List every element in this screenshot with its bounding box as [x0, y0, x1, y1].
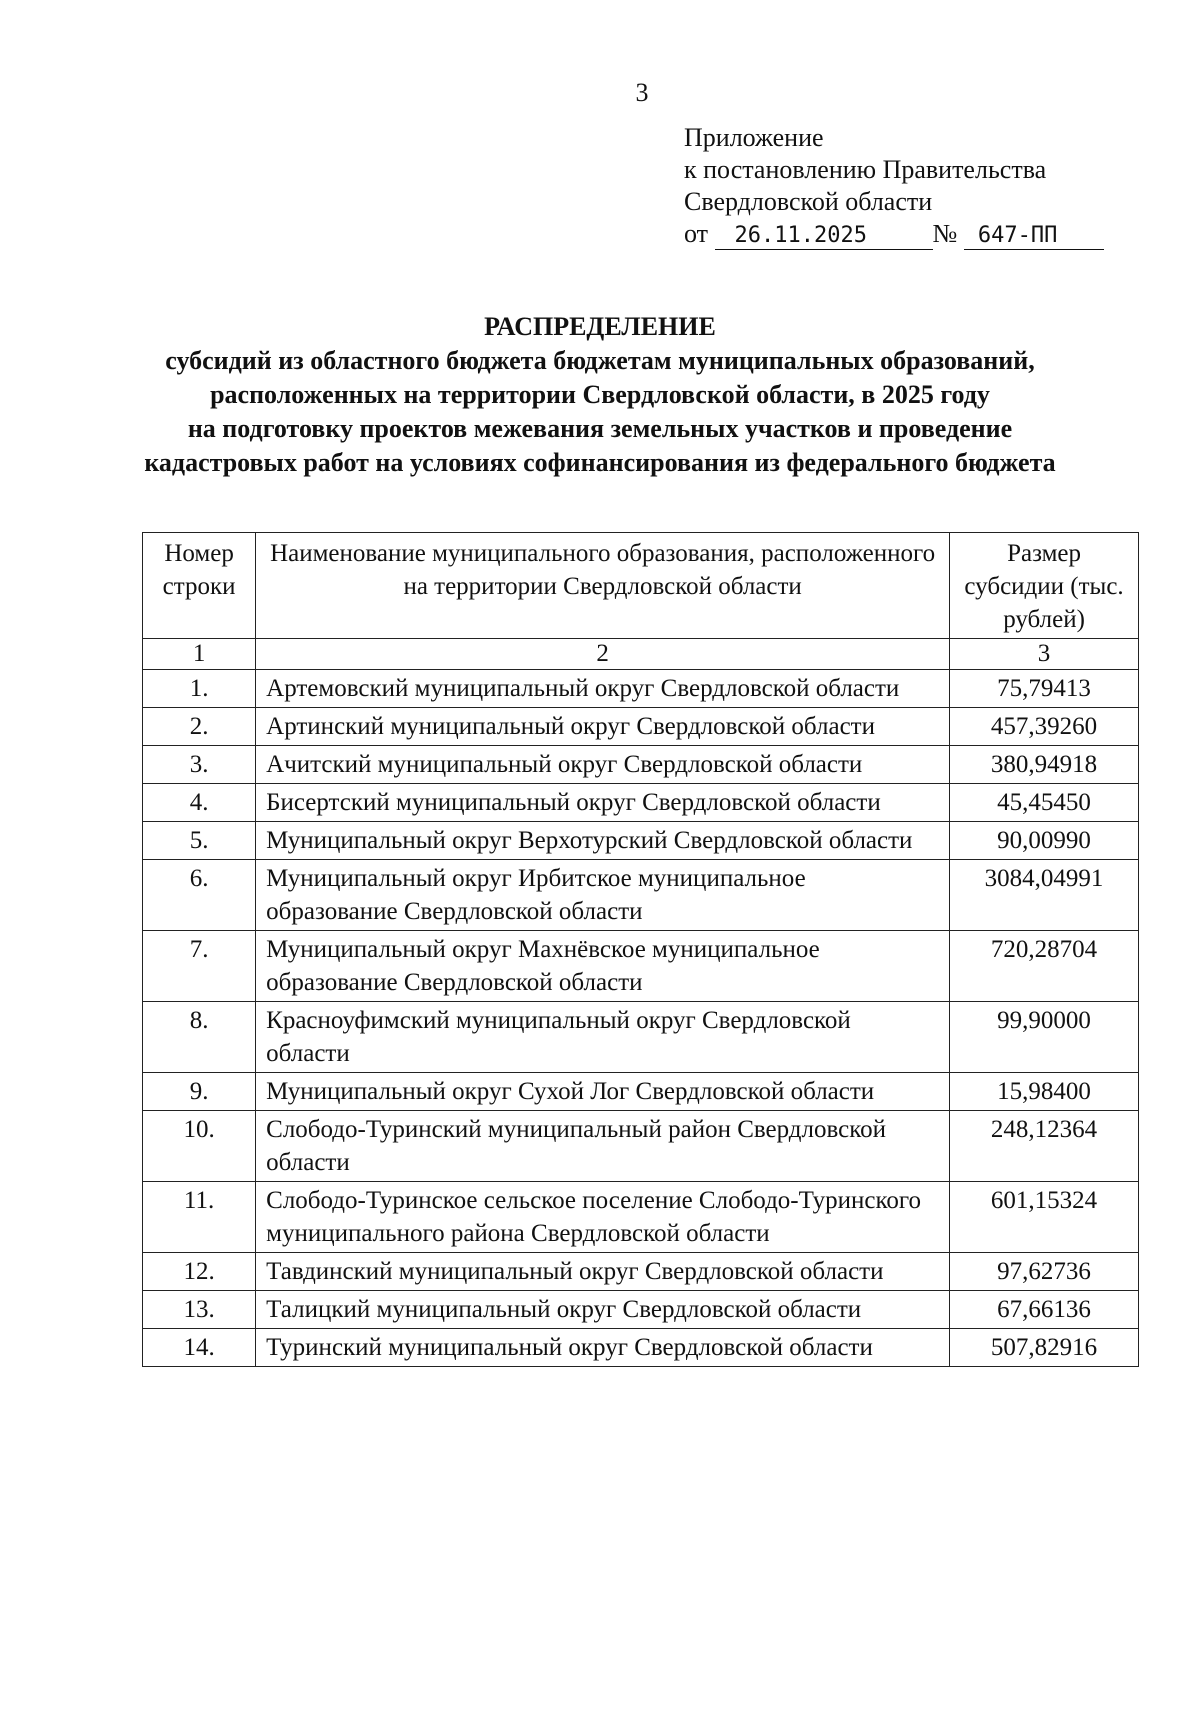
- municipality-name: Артинский муниципальный округ Свердловской области: [256, 708, 950, 746]
- subsidy-amount: 99,90000: [950, 1002, 1139, 1073]
- table-row: [143, 670, 1139, 708]
- municipality-name: Артемовский муниципальный округ Свердловской области: [256, 670, 950, 708]
- table-row: [143, 708, 1139, 746]
- row-number: 7.: [143, 931, 256, 1002]
- row-number: 5.: [143, 822, 256, 860]
- title-line-2: расположенных на территории Свердловской области, в 2025 году: [210, 380, 990, 409]
- municipality-name: Муниципальный округ Махнёвское муниципальное образование Свердловской области: [256, 931, 950, 1002]
- subsidy-amount: 75,79413: [950, 670, 1139, 708]
- number-prefix: №: [932, 219, 958, 248]
- table-row: [143, 931, 1139, 1002]
- municipality-name: Тавдинский муниципальный округ Свердловской области: [256, 1253, 950, 1291]
- table-header: [143, 533, 1139, 639]
- row-number: 14.: [143, 1329, 256, 1367]
- subsidy-amount: 3084,04991: [950, 860, 1139, 931]
- header-row-number: Номер строки: [143, 533, 256, 639]
- row-number: 10.: [143, 1111, 256, 1182]
- row-number: 12.: [143, 1253, 256, 1291]
- table-row: [143, 1073, 1139, 1111]
- appendix-line-3: Свердловской области: [684, 187, 933, 216]
- subsidies-table: [142, 532, 1139, 1367]
- row-number: 6.: [143, 860, 256, 931]
- table-row: [143, 1111, 1139, 1182]
- title-line-1: субсидий из областного бюджета бюджетам муниципальных образований,: [165, 346, 1035, 375]
- subsidy-amount: 380,94918: [950, 746, 1139, 784]
- appendix-date-line: [684, 218, 1104, 250]
- appendix-block: [684, 122, 1104, 250]
- header-subsidy-amount: Размер субсидии (тыс. рублей): [950, 533, 1139, 639]
- date-prefix: от: [684, 219, 709, 248]
- table-row: [143, 1329, 1139, 1367]
- municipality-name: Красноуфимский муниципальный округ Свердловской области: [256, 1002, 950, 1073]
- municipality-name: Талицкий муниципальный округ Свердловской области: [256, 1291, 950, 1329]
- column-index: 1: [143, 639, 256, 670]
- subsidy-amount: 457,39260: [950, 708, 1139, 746]
- document-title: [0, 310, 1200, 480]
- title-heading: РАСПРЕДЕЛЕНИЕ: [484, 312, 716, 341]
- subsidy-amount: 90,00990: [950, 822, 1139, 860]
- title-line-4: кадастровых работ на условиях софинансирования из федерального бюджета: [144, 448, 1056, 477]
- title-line-3: на подготовку проектов межевания земельных участков и проведение: [187, 414, 1013, 443]
- header-municipality: Наименование муниципального образования, расположенного на территории Свердловской области: [256, 533, 950, 639]
- table-row: [143, 822, 1139, 860]
- subsidy-amount: 507,82916: [950, 1329, 1139, 1367]
- table-row: [143, 1291, 1139, 1329]
- column-index: 3: [950, 639, 1139, 670]
- municipality-name: Слободо-Туринское сельское поселение Слободо-Туринского муниципального района Свердловской области: [256, 1182, 950, 1253]
- page-number: 3: [635, 78, 649, 107]
- municipality-name: Туринский муниципальный округ Свердловской области: [256, 1329, 950, 1367]
- row-number: 1.: [143, 670, 256, 708]
- row-number: 3.: [143, 746, 256, 784]
- header-row: [143, 533, 1139, 639]
- row-number: 11.: [143, 1182, 256, 1253]
- subsidy-amount: 97,62736: [950, 1253, 1139, 1291]
- row-number: 8.: [143, 1002, 256, 1073]
- row-number: 13.: [143, 1291, 256, 1329]
- appendix-line-1: Приложение: [684, 123, 824, 152]
- municipality-name: Ачитский муниципальный округ Свердловской области: [256, 746, 950, 784]
- municipality-name: Муниципальный округ Ирбитское муниципальное образование Свердловской области: [256, 860, 950, 931]
- column-index: 2: [256, 639, 950, 670]
- subsidy-amount: 601,15324: [950, 1182, 1139, 1253]
- table-row: [143, 1253, 1139, 1291]
- table-row: [143, 1002, 1139, 1073]
- table-row: [143, 860, 1139, 931]
- subsidy-amount: 45,45450: [950, 784, 1139, 822]
- subsidy-amount: 67,66136: [950, 1291, 1139, 1329]
- column-index-row: [143, 639, 1139, 670]
- row-number: 9.: [143, 1073, 256, 1111]
- subsidy-amount: 248,12364: [950, 1111, 1139, 1182]
- table-row: [143, 746, 1139, 784]
- municipality-name: Слободо-Туринский муниципальный район Свердловской области: [256, 1111, 950, 1182]
- decree-number: 647-ПП: [964, 223, 1104, 250]
- municipality-name: Бисертский муниципальный округ Свердловской области: [256, 784, 950, 822]
- municipality-name: Муниципальный округ Сухой Лог Свердловской области: [256, 1073, 950, 1111]
- appendix-line-2: к постановлению Правительства: [684, 155, 1047, 184]
- subsidy-amount: 15,98400: [950, 1073, 1139, 1111]
- row-number: 4.: [143, 784, 256, 822]
- row-number: 2.: [143, 708, 256, 746]
- table-row: [143, 784, 1139, 822]
- table-row: [143, 1182, 1139, 1253]
- subsidy-amount: 720,28704: [950, 931, 1139, 1002]
- table-body: [143, 639, 1139, 1367]
- municipality-name: Муниципальный округ Верхотурский Свердловской области: [256, 822, 950, 860]
- decree-date: 26.11.2025: [715, 223, 933, 250]
